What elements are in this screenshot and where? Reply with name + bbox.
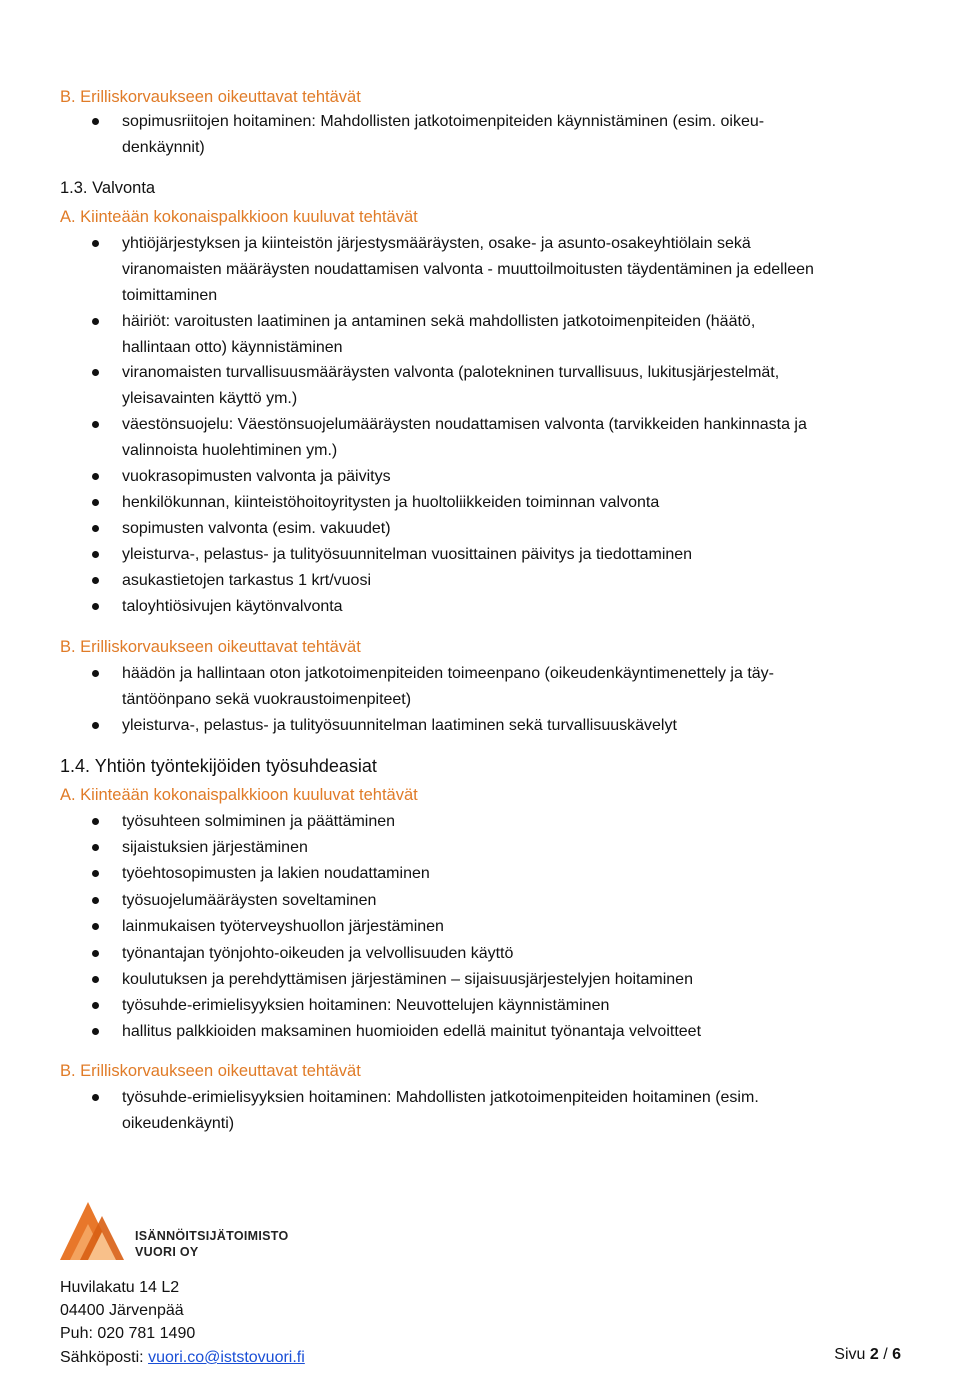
- list-item: vuokrasopimusten valvonta ja päivitys: [122, 464, 912, 490]
- address-street: Huvilakatu 14 L2: [60, 1279, 180, 1296]
- address-city: 04400 Järvenpää: [60, 1302, 184, 1319]
- email-link[interactable]: vuori.co@iststovuori.fi: [148, 1349, 305, 1366]
- bullet-icon: [92, 318, 99, 325]
- bullet-icon: [92, 670, 99, 677]
- list-item: työsuojelumääräysten soveltaminen: [122, 888, 912, 914]
- bullet-icon: [92, 1002, 99, 1009]
- bullet-icon: [92, 976, 99, 983]
- current-page: 2: [869, 1346, 879, 1363]
- list-item: työsuhde-erimielisyyksien hoitaminen: Neuvottelujen käynnistäminen: [122, 993, 912, 1019]
- list-item: työehtosopimusten ja lakien noudattaminen: [122, 861, 912, 887]
- list-item: taloyhtiösivujen käytönvalvonta: [122, 594, 912, 620]
- bullet-icon: [92, 551, 99, 558]
- section-heading-b: B. Erilliskorvaukseen oikeuttavat tehtävät: [60, 88, 361, 106]
- list-item: asukastietojen tarkastus 1 krt/vuosi: [122, 568, 912, 594]
- page-number: Sivu 2 / 6: [834, 1346, 901, 1363]
- logo-text-line2: VUORI OY: [135, 1245, 199, 1259]
- section-heading-a: A. Kiinteään kokonaispalkkioon kuuluvat tehtävät: [60, 786, 418, 804]
- bullet-icon: [92, 603, 99, 610]
- bullet-icon: [92, 118, 99, 125]
- list-item: sopimusriitojen hoitaminen: Mahdollisten jatkotoimenpiteiden käynnistäminen (esim. oikeu- denkäynnit): [122, 109, 912, 161]
- section-title: 1.4. Yhtiön työntekijöiden työsuhdeasiat: [60, 756, 377, 776]
- list-item: väestönsuojelu: Väestönsuojelumääräysten noudattamisen valvonta (tarvikkeiden hankinnasta ja valinnoista huolehtiminen ym.): [122, 412, 912, 464]
- bullet-icon: [92, 923, 99, 930]
- phone-number: Puh: 020 781 1490: [60, 1325, 196, 1342]
- bullet-icon: [92, 473, 99, 480]
- list-item: häiriöt: varoitusten laatiminen ja antaminen sekä mahdollisten jatkotoimenpiteiden (häätö, hallintaan otto) käynnistäminen: [122, 309, 912, 361]
- section-title: 1.3. Valvonta: [60, 179, 156, 197]
- bullet-icon: [92, 577, 99, 584]
- list-item: häädön ja hallintaan oton jatkotoimenpiteiden toimeenpano (oikeudenkäyntimenettely ja täy- täntöönpano sekä vuokraustoimenpiteet): [122, 661, 912, 713]
- bullet-icon: [92, 499, 99, 506]
- list-item: työsuhteen solmiminen ja päättäminen: [122, 809, 912, 835]
- bullet-icon: [92, 1094, 99, 1101]
- list-item: työsuhde-erimielisyyksien hoitaminen: Mahdollisten jatkotoimenpiteiden hoitaminen (esim. oikeudenkäynti): [122, 1085, 912, 1137]
- bullet-icon: [92, 897, 99, 904]
- list-item: koulutuksen ja perehdyttämisen järjestäminen – sijaisuusjärjestelyjen hoitaminen: [122, 967, 912, 993]
- list-item: hallitus palkkioiden maksaminen huomioiden edellä mainitut työnantaja velvoitteet: [122, 1019, 912, 1045]
- total-pages: 6: [892, 1346, 901, 1363]
- bullet-icon: [92, 421, 99, 428]
- bullet-icon: [92, 240, 99, 247]
- list-item: viranomaisten turvallisuusmääräysten valvonta (palotekninen turvallisuus, lukitusjärjestelmät, yleisavainten käyttö ym.): [122, 360, 912, 412]
- list-item: yleisturva-, pelastus- ja tulityösuunnitelman laatiminen sekä turvallisuuskävelyt: [122, 713, 912, 739]
- bullet-icon: [92, 525, 99, 532]
- bullet-icon: [92, 844, 99, 851]
- section-heading-b: B. Erilliskorvaukseen oikeuttavat tehtävät: [60, 638, 361, 656]
- list-item: yhtiöjärjestyksen ja kiinteistön järjestysmääräysten, osake- ja asunto-osakeyhtiölain sekä viranomaisten määräysten noudattamisen valvonta - muuttoilmoitusten täydentäminen ja edelleen toimittaminen: [122, 231, 912, 309]
- section-heading-b: B. Erilliskorvaukseen oikeuttavat tehtävät: [60, 1062, 361, 1080]
- email-label: Sähköposti:: [60, 1349, 149, 1366]
- bullet-icon: [92, 722, 99, 729]
- list-item: työnantajan työnjohto-oikeuden ja velvollisuuden käyttö: [122, 941, 912, 967]
- bullet-icon: [92, 1028, 99, 1035]
- email-line: [60, 1346, 305, 1369]
- bullet-icon: [92, 818, 99, 825]
- list-item: henkilökunnan, kiinteistöhoitoyritysten ja huoltoliikkeiden toiminnan valvonta: [122, 490, 912, 516]
- list-item: yleisturva-, pelastus- ja tulityösuunnitelman vuosittainen päivitys ja tiedottaminen: [122, 542, 912, 568]
- bullet-icon: [92, 870, 99, 877]
- section-heading-a: A. Kiinteään kokonaispalkkioon kuuluvat tehtävät: [60, 208, 418, 226]
- bullet-icon: [92, 369, 99, 376]
- logo-text-line1: ISÄNNÖITSIJÄTOIMISTO: [135, 1229, 289, 1243]
- bullet-icon: [92, 950, 99, 957]
- list-item: lainmukaisen työterveyshuollon järjestäminen: [122, 914, 912, 940]
- list-item: sijaistuksien järjestäminen: [122, 835, 912, 861]
- list-item: sopimusten valvonta (esim. vakuudet): [122, 516, 912, 542]
